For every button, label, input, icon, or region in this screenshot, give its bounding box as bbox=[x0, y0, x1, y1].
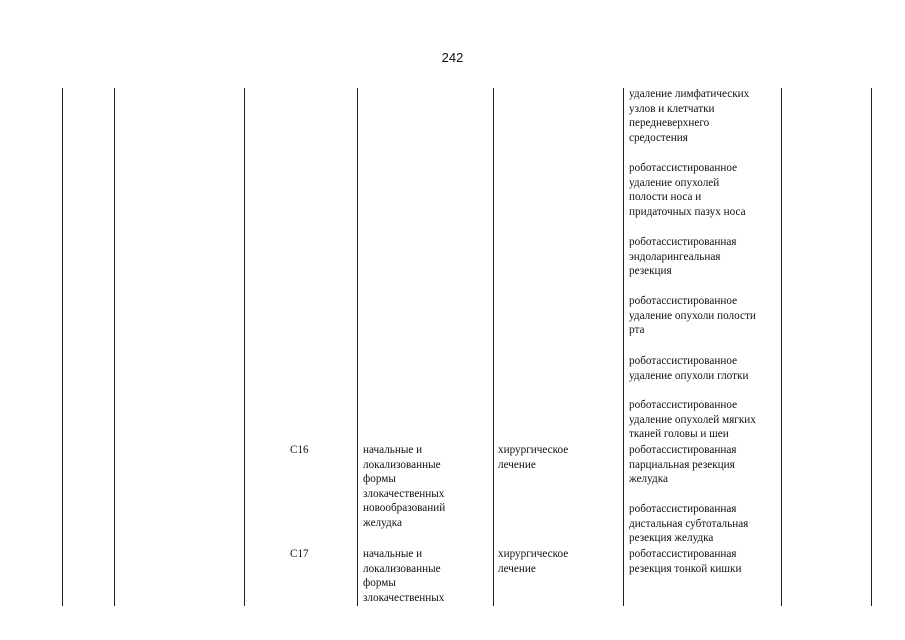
treatment-method: роботассистированная резекция тонкой кишки bbox=[629, 548, 742, 575]
treatment-type: хирургическое лечение bbox=[498, 444, 569, 471]
column-rule bbox=[781, 88, 782, 606]
diagnosis-text: начальные и локализованные формы злокачественных новообразований желудка bbox=[363, 444, 446, 529]
treatment-method: роботассистированная парциальная резекция желудка bbox=[629, 444, 737, 486]
column-rule bbox=[493, 88, 494, 606]
treatment-method: роботассистированная эндоларингеальная резекция bbox=[629, 236, 737, 278]
treatment-method: роботассистированная дистальная субтотальная резекция желудка bbox=[629, 503, 749, 545]
icd-code: C17 bbox=[290, 548, 309, 560]
treatment-method: удаление лимфатических узлов и клетчатки передневерхнего средостения bbox=[629, 88, 750, 144]
treatment-method: роботассистированное удаление опухоли глотки bbox=[629, 355, 749, 382]
treatment-method: роботассистированное удаление опухолей мягких тканей головы и шеи bbox=[629, 399, 756, 441]
diagnosis-text: начальные и локализованные формы злокачественных bbox=[363, 548, 445, 604]
treatment-method: роботассистированное удаление опухолей полости носа и придаточных пазух носа bbox=[629, 162, 746, 218]
column-rule bbox=[244, 88, 245, 606]
column-rule bbox=[623, 88, 624, 606]
treatment-type: хирургическое лечение bbox=[498, 548, 569, 575]
treatment-method: роботассистированное удаление опухоли полости рта bbox=[629, 295, 756, 337]
icd-code: C16 bbox=[290, 444, 309, 456]
column-rule bbox=[62, 88, 63, 606]
column-rule bbox=[871, 88, 872, 606]
column-rule bbox=[114, 88, 115, 606]
column-rule bbox=[357, 88, 358, 606]
page-number: 242 bbox=[441, 50, 464, 65]
